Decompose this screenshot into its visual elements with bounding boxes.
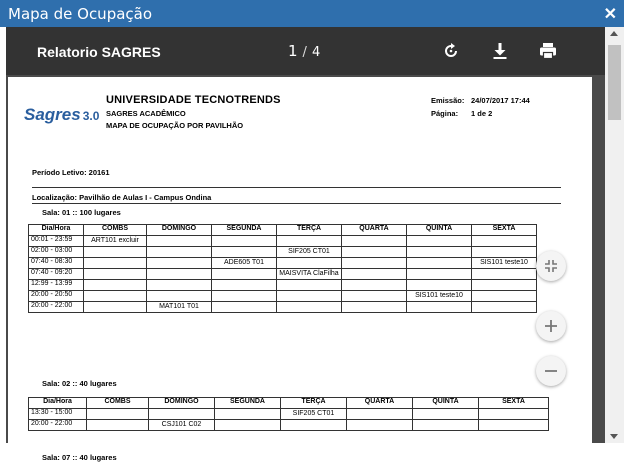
schedule-cell [347,409,413,420]
zoom-in-button[interactable] [536,311,566,341]
schedule-cell [472,236,537,247]
fit-page-button[interactable] [536,251,566,281]
window-titlebar [0,0,624,27]
download-icon[interactable] [490,41,510,61]
report-header [106,94,281,130]
schedule-cell [212,291,277,302]
schedule-cell [407,258,472,269]
table-row [29,420,549,431]
schedule-cell [147,280,212,291]
schedule-cell [277,302,342,313]
column-header: SEXTA [479,398,549,409]
localizacao: Localização: Pavilhão de Aulas I - Campus Ondina [32,193,212,202]
system-name: SAGRES ACADÊMICO [106,109,186,118]
schedule-cell [407,302,472,313]
schedule-cell [342,291,407,302]
schedule-cell [277,236,342,247]
column-header: COMBS [87,398,149,409]
schedule-cell: SIF205 CT01 [281,409,347,420]
column-header: SEGUNDA [215,398,281,409]
schedule-cell [472,247,537,258]
column-header: Dia/Hora [29,225,84,236]
schedule-cell [215,420,281,431]
schedule-cell: ADE605 T01 [212,258,277,269]
document-title: Relatorio SAGRES [37,44,161,60]
university-name: UNIVERSIDADE TECNOTRENDS [106,94,281,106]
schedule-cell [281,420,347,431]
schedule-cell [87,420,149,431]
print-icon[interactable] [538,41,558,61]
zoom-out-icon [544,364,558,378]
schedule-cell [413,409,479,420]
viewer-toolbar [6,27,609,75]
schedule-cell [472,269,537,280]
schedule-cell [277,258,342,269]
scroll-thumb[interactable] [608,45,621,120]
schedule-cell [147,247,212,258]
schedule-cell [147,269,212,280]
column-header: QUINTA [407,225,472,236]
schedule-cell [277,291,342,302]
table-row [29,269,537,280]
schedule-cell [147,236,212,247]
schedule-cell [215,409,281,420]
schedule-cell [342,269,407,280]
column-header: TERÇA [277,225,342,236]
column-header: COMBS [84,225,147,236]
schedule-cell [84,247,147,258]
report-page-number: 1 de 2 [471,109,493,118]
zoom-in-icon [544,319,558,333]
schedule-cell [212,302,277,313]
schedule-cell [147,291,212,302]
zoom-out-button[interactable] [536,356,566,386]
table-row [29,409,549,420]
schedule-cell [472,302,537,313]
column-header: QUINTA [413,398,479,409]
schedule-cell: SIS101 teste10 [472,258,537,269]
schedule-cell [149,409,215,420]
page-indicator [288,42,320,60]
schedule-cell: MAISVITA ClaFilha [277,269,342,280]
periodo-letivo: Período Letivo: 20161 [32,168,110,177]
room-title: Sala: 02 :: 40 lugares [42,379,117,388]
schedule-cell [87,409,149,420]
time-slot-cell: 00:01 - 23:59 [29,236,84,247]
total-pages: 4 [311,45,321,60]
divider [32,187,561,188]
divider [32,203,561,204]
pdf-viewer [6,27,609,462]
schedule-cell [212,247,277,258]
schedule-cell [407,247,472,258]
column-header: QUARTA [342,225,407,236]
report-meta: Emissão: 24/07/2017 17:44 Página: 1 de 2 [431,96,530,118]
schedule-cell [212,269,277,280]
time-slot-cell: 12:99 - 13:99 [29,280,84,291]
table-header-row [29,398,549,409]
page-separator: / [302,45,307,60]
column-header: SEXTA [472,225,537,236]
column-header: Dia/Hora [29,398,87,409]
time-slot-cell: 07:40 - 08:30 [29,258,84,269]
schedule-cell [407,280,472,291]
schedule-cell [479,409,549,420]
table-row [29,291,537,302]
window-title: Mapa de Ocupação [8,5,153,23]
vertical-scrollbar[interactable] [605,27,624,443]
time-slot-cell: 13:30 - 15:00 [29,409,87,420]
close-icon[interactable]: ✕ [603,6,617,23]
table-row [29,236,537,247]
scroll-up-icon[interactable] [610,31,618,36]
table-row [29,258,537,269]
schedule-cell: CSJ101 C02 [149,420,215,431]
schedule-cell [347,420,413,431]
schedule-cell [472,280,537,291]
report-subtitle: MAPA DE OCUPAÇÃO POR PAVILHÃO [106,121,244,130]
schedule-cell [342,247,407,258]
column-header: DOMINGO [149,398,215,409]
schedule-cell: MAT101 T01 [147,302,212,313]
room-schedule-table [28,224,537,313]
column-header: SEGUNDA [212,225,277,236]
schedule-cell [342,280,407,291]
schedule-cell [212,236,277,247]
schedule-cell: SIF205 CT01 [277,247,342,258]
time-slot-cell: 20:00 - 20:50 [29,291,84,302]
column-header: DOMINGO [147,225,212,236]
current-page[interactable]: 1 [288,42,298,60]
schedule-cell [147,258,212,269]
table-row [29,302,537,313]
table-row [29,247,537,258]
schedule-cell [342,302,407,313]
schedule-cell [479,420,549,431]
schedule-cell [342,236,407,247]
time-slot-cell: 07:40 - 09:20 [29,269,84,280]
schedule-cell [407,236,472,247]
sagres-logo: Sagres 3.0 [24,105,100,124]
table-header-row [29,225,537,236]
schedule-cell [212,280,277,291]
column-header: TERÇA [281,398,347,409]
rotate-icon[interactable] [441,41,461,61]
fit-page-icon [544,259,558,273]
schedule-cell [472,291,537,302]
scroll-down-icon[interactable] [610,434,618,439]
time-slot-cell: 20:00 - 22:00 [29,302,84,313]
room-schedule-table [28,397,549,431]
report-page [8,77,592,462]
column-header: QUARTA [347,398,413,409]
schedule-cell [84,269,147,280]
time-slot-cell: 20:00 - 22:00 [29,420,87,431]
schedule-cell: SIS101 teste10 [407,291,472,302]
room-title: Sala: 07 :: 40 lugares [42,453,117,462]
room-title: Sala: 01 :: 100 lugares [42,208,121,217]
schedule-cell [413,420,479,431]
schedule-cell [342,258,407,269]
schedule-cell [277,280,342,291]
time-slot-cell: 02:00 - 03:00 [29,247,84,258]
schedule-cell [84,258,147,269]
schedule-cell [407,269,472,280]
schedule-cell: ART101 excluir [84,236,147,247]
schedule-cell [84,280,147,291]
table-row [29,280,537,291]
schedule-cell [84,302,147,313]
schedule-cell [84,291,147,302]
emission-date: 24/07/2017 17:44 [471,96,530,105]
